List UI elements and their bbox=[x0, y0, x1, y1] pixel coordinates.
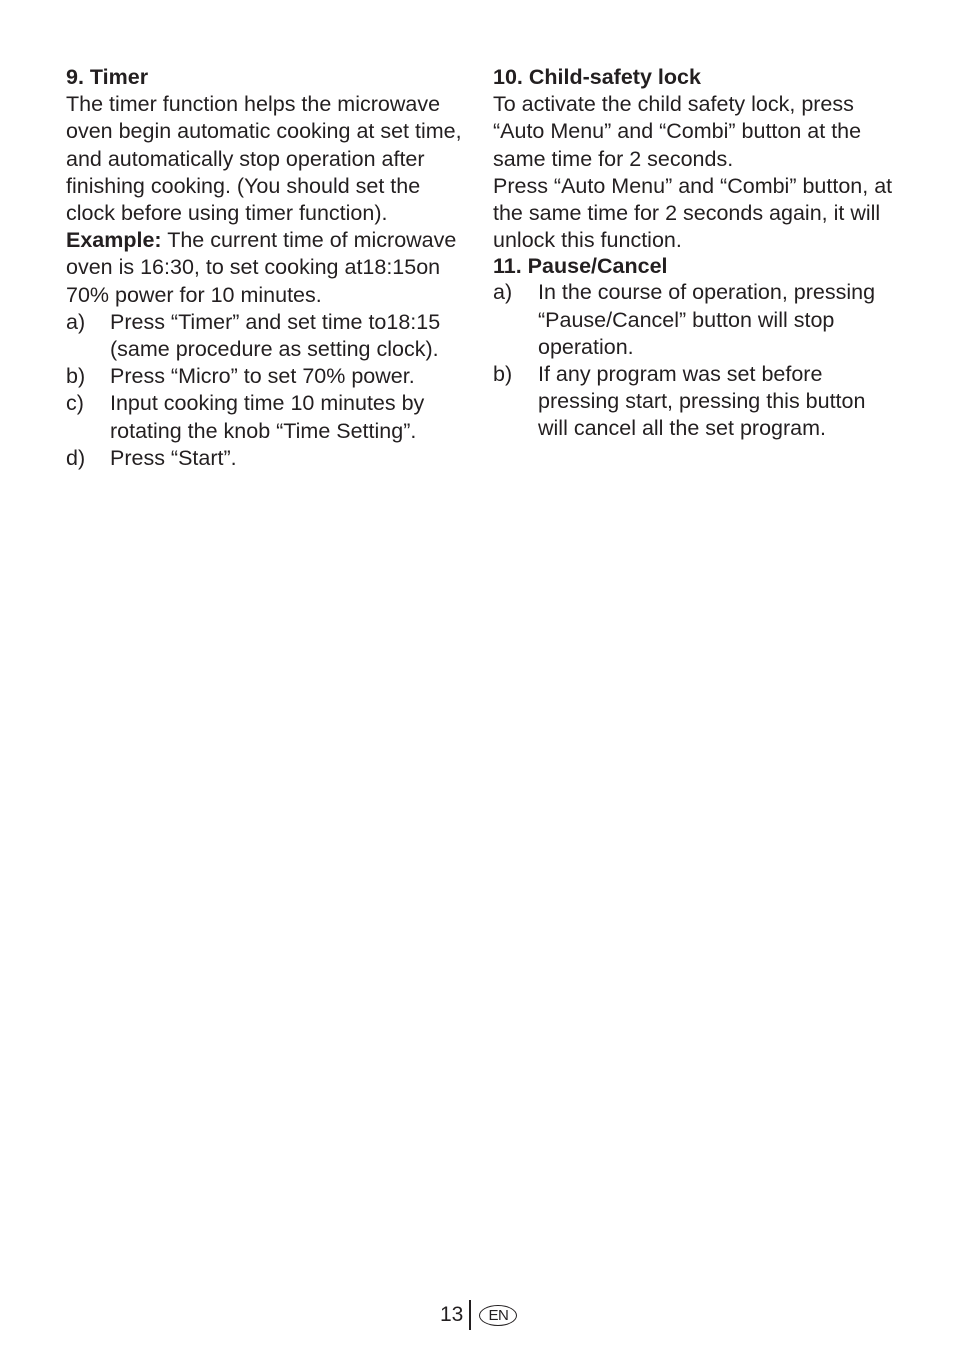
child-lock-unlock: Press “Auto Menu” and “Combi” button, at the same time for 2 seconds again, it will unlock this function. bbox=[493, 173, 893, 253]
pause-cancel-heading: 11. Pause/Cancel bbox=[493, 254, 668, 279]
list-text: Press “Micro” to set 70% power. bbox=[110, 364, 415, 389]
child-lock-heading: 10. Child-safety lock bbox=[493, 65, 701, 89]
list-item bbox=[66, 363, 466, 390]
example-text: The current time of microwave oven is 16:30, to set cooking at18:15on 70% power for 10 minutes. bbox=[66, 228, 457, 307]
list-text: If any program was set before pressing start, pressing this button will cancel all the set program. bbox=[538, 362, 866, 441]
list-marker: a) bbox=[493, 280, 513, 305]
footer-divider bbox=[469, 1300, 471, 1330]
list-item bbox=[66, 309, 466, 363]
child-lock-activate: To activate the child safety lock, press “Auto Menu” and “Combi” button at the same time for 2 seconds. bbox=[493, 92, 862, 171]
list-text: Press “Timer” and set time to18:15 (same procedure as setting clock). bbox=[110, 309, 441, 362]
timer-example bbox=[66, 227, 466, 309]
right-column bbox=[493, 64, 893, 443]
language-badge: EN bbox=[479, 1305, 517, 1326]
list-text: In the course of operation, pressing “Pause/Cancel” button will stop operation. bbox=[538, 280, 876, 359]
list-text: Input cooking time 10 minutes by rotating the knob “Time Setting”. bbox=[110, 391, 425, 443]
list-marker: d) bbox=[66, 445, 86, 470]
list-item bbox=[66, 390, 466, 444]
left-column bbox=[66, 64, 466, 472]
list-text: Press “Start”. bbox=[110, 445, 237, 470]
timer-steps bbox=[66, 309, 466, 472]
page-number: 13 bbox=[440, 1303, 464, 1326]
page-footer bbox=[440, 1299, 517, 1331]
list-marker: b) bbox=[493, 362, 513, 387]
timer-heading: 9. Timer bbox=[66, 65, 149, 89]
list-item bbox=[66, 445, 466, 472]
example-label: Example: bbox=[66, 228, 162, 253]
pause-cancel-steps bbox=[493, 279, 893, 442]
list-marker: b) bbox=[66, 364, 86, 389]
list-item bbox=[493, 279, 893, 361]
list-marker: a) bbox=[66, 309, 86, 334]
list-item bbox=[493, 361, 893, 443]
timer-intro: The timer function helps the microwave oven begin automatic cooking at set time, and automatically stop operation after finishing cooking. (You should set the clock before using timer function). bbox=[66, 92, 462, 226]
list-marker: c) bbox=[66, 391, 84, 416]
